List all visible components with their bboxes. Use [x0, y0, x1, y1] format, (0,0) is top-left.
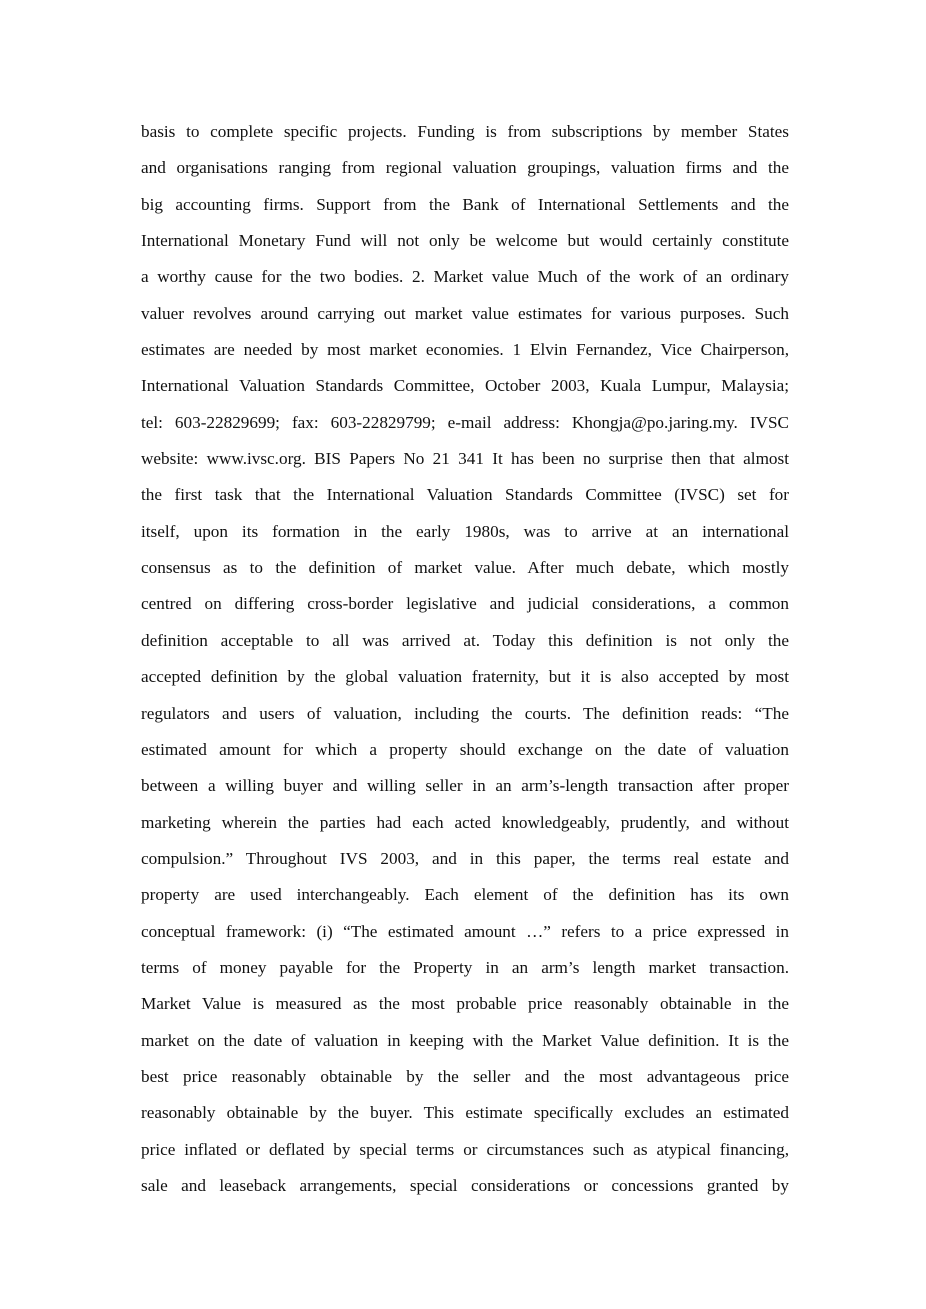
text-line: itself, upon its formation in the early 1980s, was to arrive at an international: [141, 521, 789, 541]
text-line: estimates are needed by most market economies. 1 Elvin Fernandez, Vice Chairperson,: [141, 340, 789, 360]
text-line: International Valuation Standards Committee, October 2003, Kuala Lumpur, Malaysia;: [141, 376, 789, 396]
text-line: and organisations ranging from regional valuation groupings, valuation firms and the: [141, 158, 789, 178]
text-line: definition acceptable to all was arrived at. Today this definition is not only the: [141, 630, 789, 650]
text-line: between a willing buyer and willing seller in an arm’s-length transaction after proper: [141, 776, 789, 796]
text-line: the first task that the International Valuation Standards Committee (IVSC) set for: [141, 485, 789, 505]
text-line: Market Value is measured as the most probable price reasonably obtainable in the: [141, 994, 789, 1014]
text-line: best price reasonably obtainable by the seller and the most advantageous price: [141, 1066, 789, 1086]
document-body-text: [141, 114, 789, 1204]
text-line: sale and leaseback arrangements, special considerations or concessions granted by: [141, 1175, 789, 1195]
text-line: website: www.ivsc.org. BIS Papers No 21 341 It has been no surprise then that almost: [141, 449, 789, 469]
text-line: consensus as to the definition of market value. After much debate, which mostly: [141, 558, 789, 578]
text-line: regulators and users of valuation, including the courts. The definition reads: “The: [141, 703, 789, 723]
text-line: basis to complete specific projects. Funding is from subscriptions by member States: [141, 122, 789, 141]
text-line: valuer revolves around carrying out market value estimates for various purposes. Such: [141, 303, 789, 323]
text-line: marketing wherein the parties had each acted knowledgeably, prudently, and without: [141, 812, 789, 832]
text-line: centred on differing cross-border legislative and judicial considerations, a common: [141, 594, 789, 614]
text-line: compulsion.” Throughout IVS 2003, and in this paper, the terms real estate and: [141, 848, 789, 868]
text-line: conceptual framework: (i) “The estimated amount …” refers to a price expressed in: [141, 921, 789, 941]
text-line: big accounting firms. Support from the Bank of International Settlements and the: [141, 194, 789, 214]
text-line: tel: 603-22829699; fax: 603-22829799; e-mail address: Khongja@po.jaring.my. IVSC: [141, 412, 789, 432]
text-line: price inflated or deflated by special terms or circumstances such as atypical financing,: [141, 1139, 789, 1159]
text-line: market on the date of valuation in keeping with the Market Value definition. It is the: [141, 1030, 789, 1050]
text-line: estimated amount for which a property should exchange on the date of valuation: [141, 739, 789, 759]
text-line: a worthy cause for the two bodies. 2. Market value Much of the work of an ordinary: [141, 267, 789, 287]
text-line: reasonably obtainable by the buyer. This estimate specifically excludes an estimated: [141, 1103, 789, 1123]
text-line: International Monetary Fund will not only be welcome but would certainly constitute: [141, 231, 789, 251]
text-line: terms of money payable for the Property in an arm’s length market transaction.: [141, 957, 789, 977]
text-line: property are used interchangeably. Each element of the definition has its own: [141, 885, 789, 905]
text-line: accepted definition by the global valuation fraternity, but it is also accepted by most: [141, 667, 789, 687]
